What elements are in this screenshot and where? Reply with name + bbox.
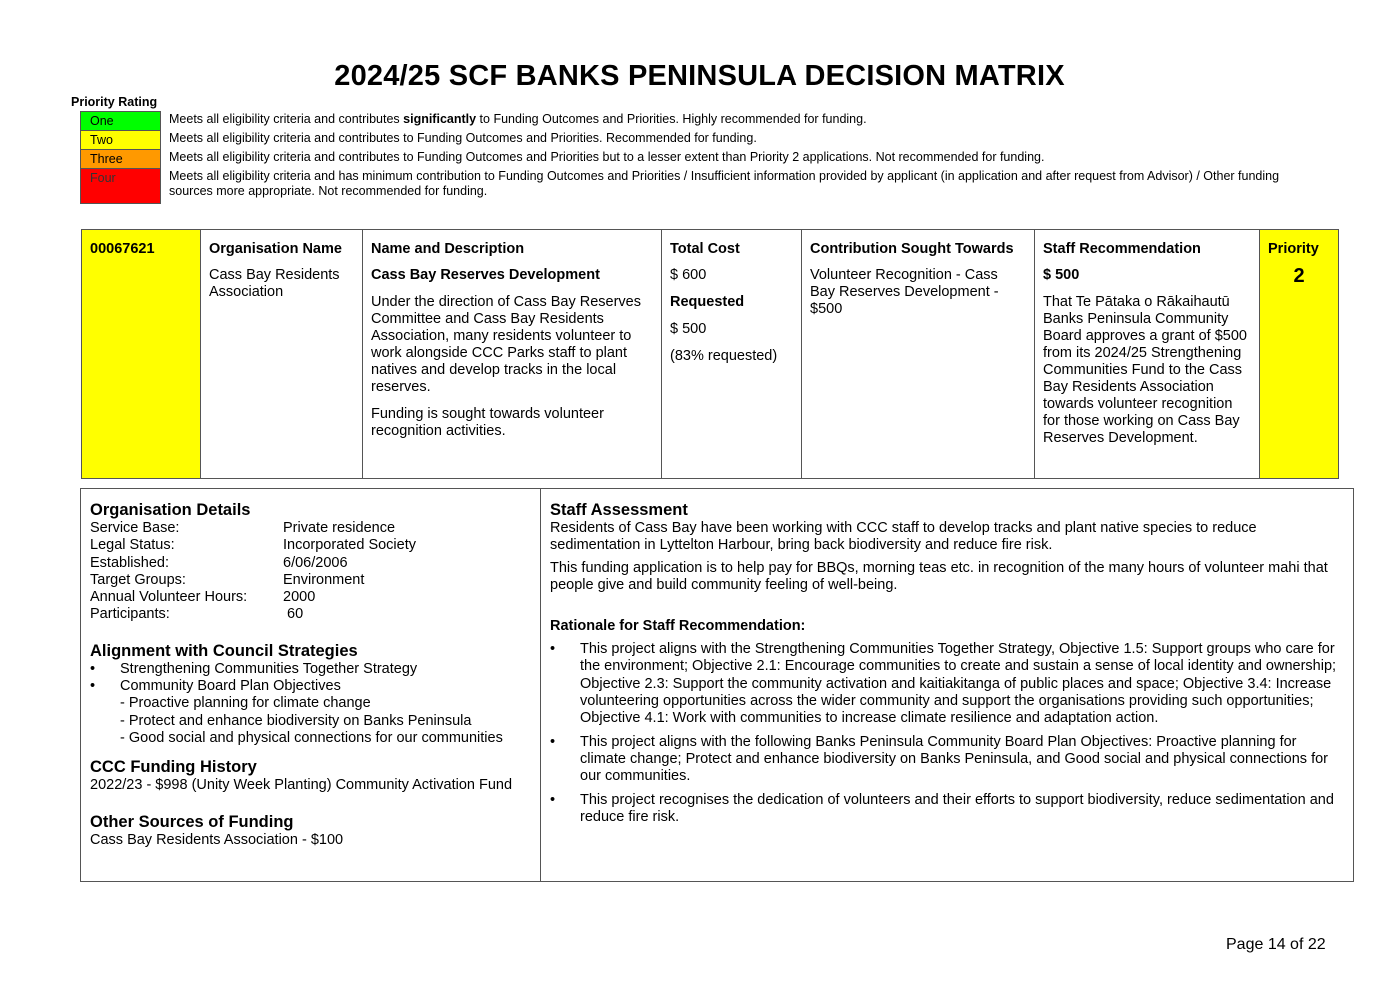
rationale-item: • This project aligns with the Strengthening Communities Together Strategy, Objective 1.5: Support groups who care for the environment; Objective 2.1: Encourage communities to create and sustain a sense of local identity and ownership; Objective 2.3: Support the community activation and kaitiakitanga of public places and space; Objective 3.4: Increase volunteering opportunities across the wider community and support the organisations providing such opportunities; Objective 4.1: Work with communities to increase climate resilience and adaptation action. [550,641,1339,727]
name-description-cell [363,230,662,478]
priority-value: 2 [1293,265,1305,287]
priority-desc-four: Meets all eligibility criteria and has minimum contribution to Funding Outcomes and Priorities / Insufficient information provided by applicant (in application and after request from Advisor) / Other funding sources more appropriate. Not recommended for funding. [169,169,1280,198]
other-funding-heading: Other Sources of Funding [90,812,294,831]
project-description: Under the direction of Cass Bay Reserves Committee and Cass Bay Residents Association, many residents volunteer to work alongside CCC Parks staff to plant natives and develop tracks in the local reserves. [371,294,641,395]
staff-assessment-para: Residents of Cass Bay have been working with CCC staff to develop tracks and plant native species to reduce sedimentation in Lyttelton Harbour, bring back biodiversity and reduce fire risk. [550,520,1257,554]
contribution-text: Volunteer Recognition - Cass Bay Reserves Development - $500 [810,267,999,317]
detail-row: Service Base: Private residence [90,520,396,536]
priority-desc-one: Meets all eligibility criteria and contributes significantly to Funding Outcomes and Priorities. Highly recommended for funding. [169,112,867,126]
alignment-sub-item: - Proactive planning for climate change [120,695,371,712]
alignment-item: • Strengthening Communities Together Strategy [90,661,531,678]
organisation-name: Cass Bay Residents Association [209,267,340,300]
priority-desc-two: Meets all eligibility criteria and contributes to Funding Outcomes and Priorities. Recommended for funding. [169,131,757,145]
priority-rating-heading: Priority Rating [71,95,158,109]
staff-recommendation-heading: Staff Recommendation [1043,241,1201,257]
rationale-list [550,641,1339,826]
project-funding-purpose: Funding is sought towards volunteer recognition activities. [371,406,604,439]
requested-percentage: (83% requested) [670,348,778,364]
application-id-cell [82,230,201,478]
page-title: 2024/25 SCF BANKS PENINSULA DECISION MATRIX [334,60,1065,92]
contribution-cell [802,230,1035,478]
priority-swatch-three: Three [80,149,161,169]
priority-legend-one [80,111,1320,131]
priority-heading: Priority [1268,241,1319,257]
funding-history-text: 2022/23 - $998 (Unity Week Planting) Community Activation Fund [90,777,513,794]
priority-swatch-one: One [80,111,161,131]
organisation-details-column [81,489,541,881]
staff-assessment-para: This funding application is to help pay for BBQs, morning teas etc. in recognition of the many hours of volunteer mahi that people give and build community feeling of well-being. [550,559,1328,593]
detail-row: Annual Volunteer Hours: 2000 [90,589,316,606]
organisation-name-cell [201,230,363,478]
rationale-item: • This project aligns with the following Banks Peninsula Community Board Plan Objectives: Proactive planning for climate change; Protect and enhance biodiversity on Banks Peninsula, and Good social and physical connections for our communities. [550,734,1339,786]
details-panel [80,488,1354,882]
organisation-details-heading: Organisation Details [90,501,251,519]
total-cost-heading: Total Cost [670,241,740,257]
staff-assessment-column [541,489,1353,881]
priority-desc-three: Meets all eligibility criteria and contributes to Funding Outcomes and Priorities but to a lesser extent than Priority 2 applications. Not recommended for funding. [169,150,1045,164]
application-matrix [81,229,1339,479]
staff-assessment-heading: Staff Assessment [550,501,688,519]
rationale-heading: Rationale for Staff Recommendation: [550,618,806,635]
alignment-sub-item: - Protect and enhance biodiversity on Banks Peninsula [120,712,472,729]
alignment-heading: Alignment with Council Strategies [90,641,358,660]
priority-legend-four [80,168,1320,204]
priority-legend-two [80,130,1320,150]
requested-amount: $ 500 [670,321,707,337]
priority-swatch-four: Four [80,168,161,204]
project-name: Cass Bay Reserves Development [371,267,600,283]
other-funding-text: Cass Bay Residents Association - $100 [90,831,344,848]
application-id: 00067621 [90,241,155,257]
priority-cell [1260,230,1338,478]
rationale-item: • This project recognises the dedication of volunteers and their efforts to support biodiversity, reduce sedimentation and reduce fire risk. [550,792,1339,827]
staff-recommendation-amount: $ 500 [1043,267,1080,283]
alignment-sub-item: - Good social and physical connections for our communities [120,729,503,746]
priority-swatch-two: Two [80,130,161,150]
contribution-heading: Contribution Sought Towards [810,241,1014,257]
alignment-list [90,661,531,696]
total-cost: $ 600 [670,267,707,283]
total-cost-cell [662,230,802,478]
detail-row: Established: 6/06/2006 [90,554,348,571]
page-number: Page 14 of 22 [1226,936,1326,953]
requested-label: Requested [670,294,745,310]
detail-row: Target Groups: Environment [90,571,365,588]
detail-row: Participants: 60 [90,606,304,623]
name-description-heading: Name and Description [371,241,525,257]
staff-recommendation-text: That Te Pātaka o Rākaihautū Banks Peninsula Community Board approves a grant of $500 from its 2024/25 Strengthening Communities Fund to the Cass Bay Residents Association towards volunteer recognition for those working on Cass Bay Reserves Development. [1043,294,1247,446]
staff-recommendation-cell [1035,230,1260,478]
alignment-item: • Community Board Plan Objectives [90,678,531,695]
funding-history-heading: CCC Funding History [90,758,257,777]
organisation-name-heading: Organisation Name [209,241,342,257]
detail-row: Legal Status: Incorporated Society [90,537,416,554]
priority-legend-three [80,149,1320,169]
